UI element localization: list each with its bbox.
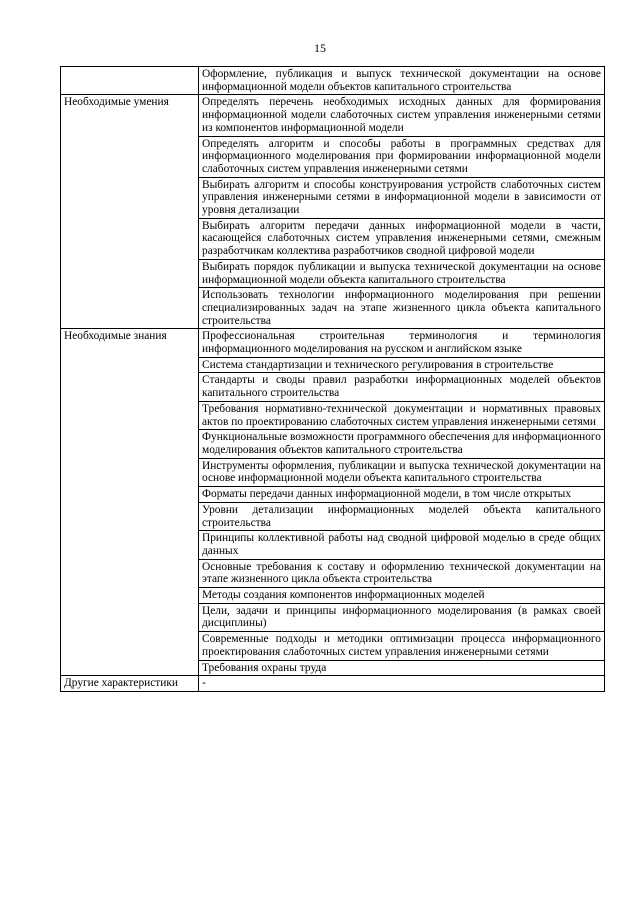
row-text: Требования нормативно-технической документации и нормативных правовых актов по проектированию слаботочных систем управления инженерными сетями [202, 402, 601, 428]
competency-table [60, 66, 605, 692]
row-text-cell [199, 632, 605, 660]
row-text: Определять перечень необходимых исходных данных для формирования информационной модели слаботочных систем управления инженерными сетями из компонентов информационной модели [202, 96, 601, 134]
row-label: Необходимые знания [64, 330, 167, 343]
row-text-cell [199, 259, 605, 287]
row-text-cell [199, 401, 605, 429]
row-text: Уровни детализации информационных моделей объекта капитального строительства [202, 503, 601, 529]
row-text: Использовать технологии информационного моделирования при решении специализированных задач на этапе жизненного цикла объекта капитального строительства [202, 289, 601, 327]
row-text: Требования охраны труда [202, 661, 327, 674]
row-text: Определять алгоритм и способы работы в программных средствах для информационного моделирования при формировании информационной модели слаботочных систем управления инженерными сетями [202, 137, 601, 175]
row-text: Оформление, публикация и выпуск технической документации на основе информационной модели объектов капитального строительства [202, 68, 601, 93]
row-text-cell [199, 329, 605, 357]
table-row [61, 67, 605, 95]
row-text-cell [199, 660, 605, 676]
row-text-cell [199, 487, 605, 503]
table-row [61, 329, 605, 357]
row-text: Выбирать порядок публикации и выпуска технической документации на основе информационной модели объекта капитального строительства [202, 260, 601, 286]
row-label-cell [61, 67, 199, 95]
row-text: Выбирать алгоритм и способы конструирования устройств слаботочных систем управления инженерными сетями в информационной модели в зависимости от уровня детализации [202, 178, 601, 217]
row-text: Стандарты и своды правил разработки информационных моделей объектов капитального строительства [202, 374, 601, 400]
row-text-cell [199, 67, 605, 95]
section-label-skills [61, 95, 199, 329]
row-label: Необходимые умения [64, 96, 169, 109]
section-label-other [61, 676, 199, 692]
row-text: - [202, 677, 206, 690]
row-text-cell [199, 136, 605, 177]
row-text: Функциональные возможности программного обеспечения для информационного моделирования объектов капитального строительства [202, 431, 601, 456]
row-text-cell [199, 373, 605, 401]
row-text: Профессиональная строительная терминология и терминология информационного моделирования на русском и английском языке [202, 330, 601, 356]
row-text: Система стандартизации и технического регулирования в строительстве [202, 358, 554, 371]
row-text: Инструменты оформления, публикации и выпуска технической документации на основе информационной модели объекта капитального строительства [202, 459, 601, 485]
row-text-cell [199, 95, 605, 136]
row-text-cell [199, 531, 605, 559]
row-text: Методы создания компонентов информационных моделей [202, 589, 485, 602]
row-text-cell [199, 559, 605, 587]
row-text-cell [199, 430, 605, 458]
page-number: 15 [314, 41, 326, 55]
row-text-cell [199, 603, 605, 631]
row-text-cell [199, 218, 605, 259]
table-row [61, 676, 605, 692]
row-text-cell [199, 357, 605, 373]
row-text: Принципы коллективной работы над сводной цифровой моделью в среде общих данных [202, 532, 601, 557]
table-row [61, 95, 605, 136]
row-text-cell [199, 288, 605, 329]
row-text: Современные подходы и методики оптимизации процесса информационного проектирования слаботочных систем управления инженерными сетями [202, 633, 601, 658]
row-text: Форматы передачи данных информационной модели, в том числе открытых [202, 488, 572, 501]
row-text: Основные требования к составу и оформлению технической документации на этапе жизненного цикла объекта строительства [202, 560, 601, 586]
row-text-cell [199, 588, 605, 604]
row-text: Цели, задачи и принципы информационного моделирования (в рамках своей дисциплины) [202, 604, 601, 630]
row-text-cell [199, 458, 605, 486]
row-text-cell [199, 676, 605, 692]
row-text: Выбирать алгоритм передачи данных информационной модели в части, касающейся слаботочных систем управления инженерными сетями, смежным разработчикам коллектива разработчиков сводной цифровой модели [202, 219, 601, 258]
section-label-knowledge [61, 329, 199, 676]
row-label: Другие характеристики [64, 677, 179, 690]
row-text-cell [199, 177, 605, 218]
row-text-cell [199, 502, 605, 530]
